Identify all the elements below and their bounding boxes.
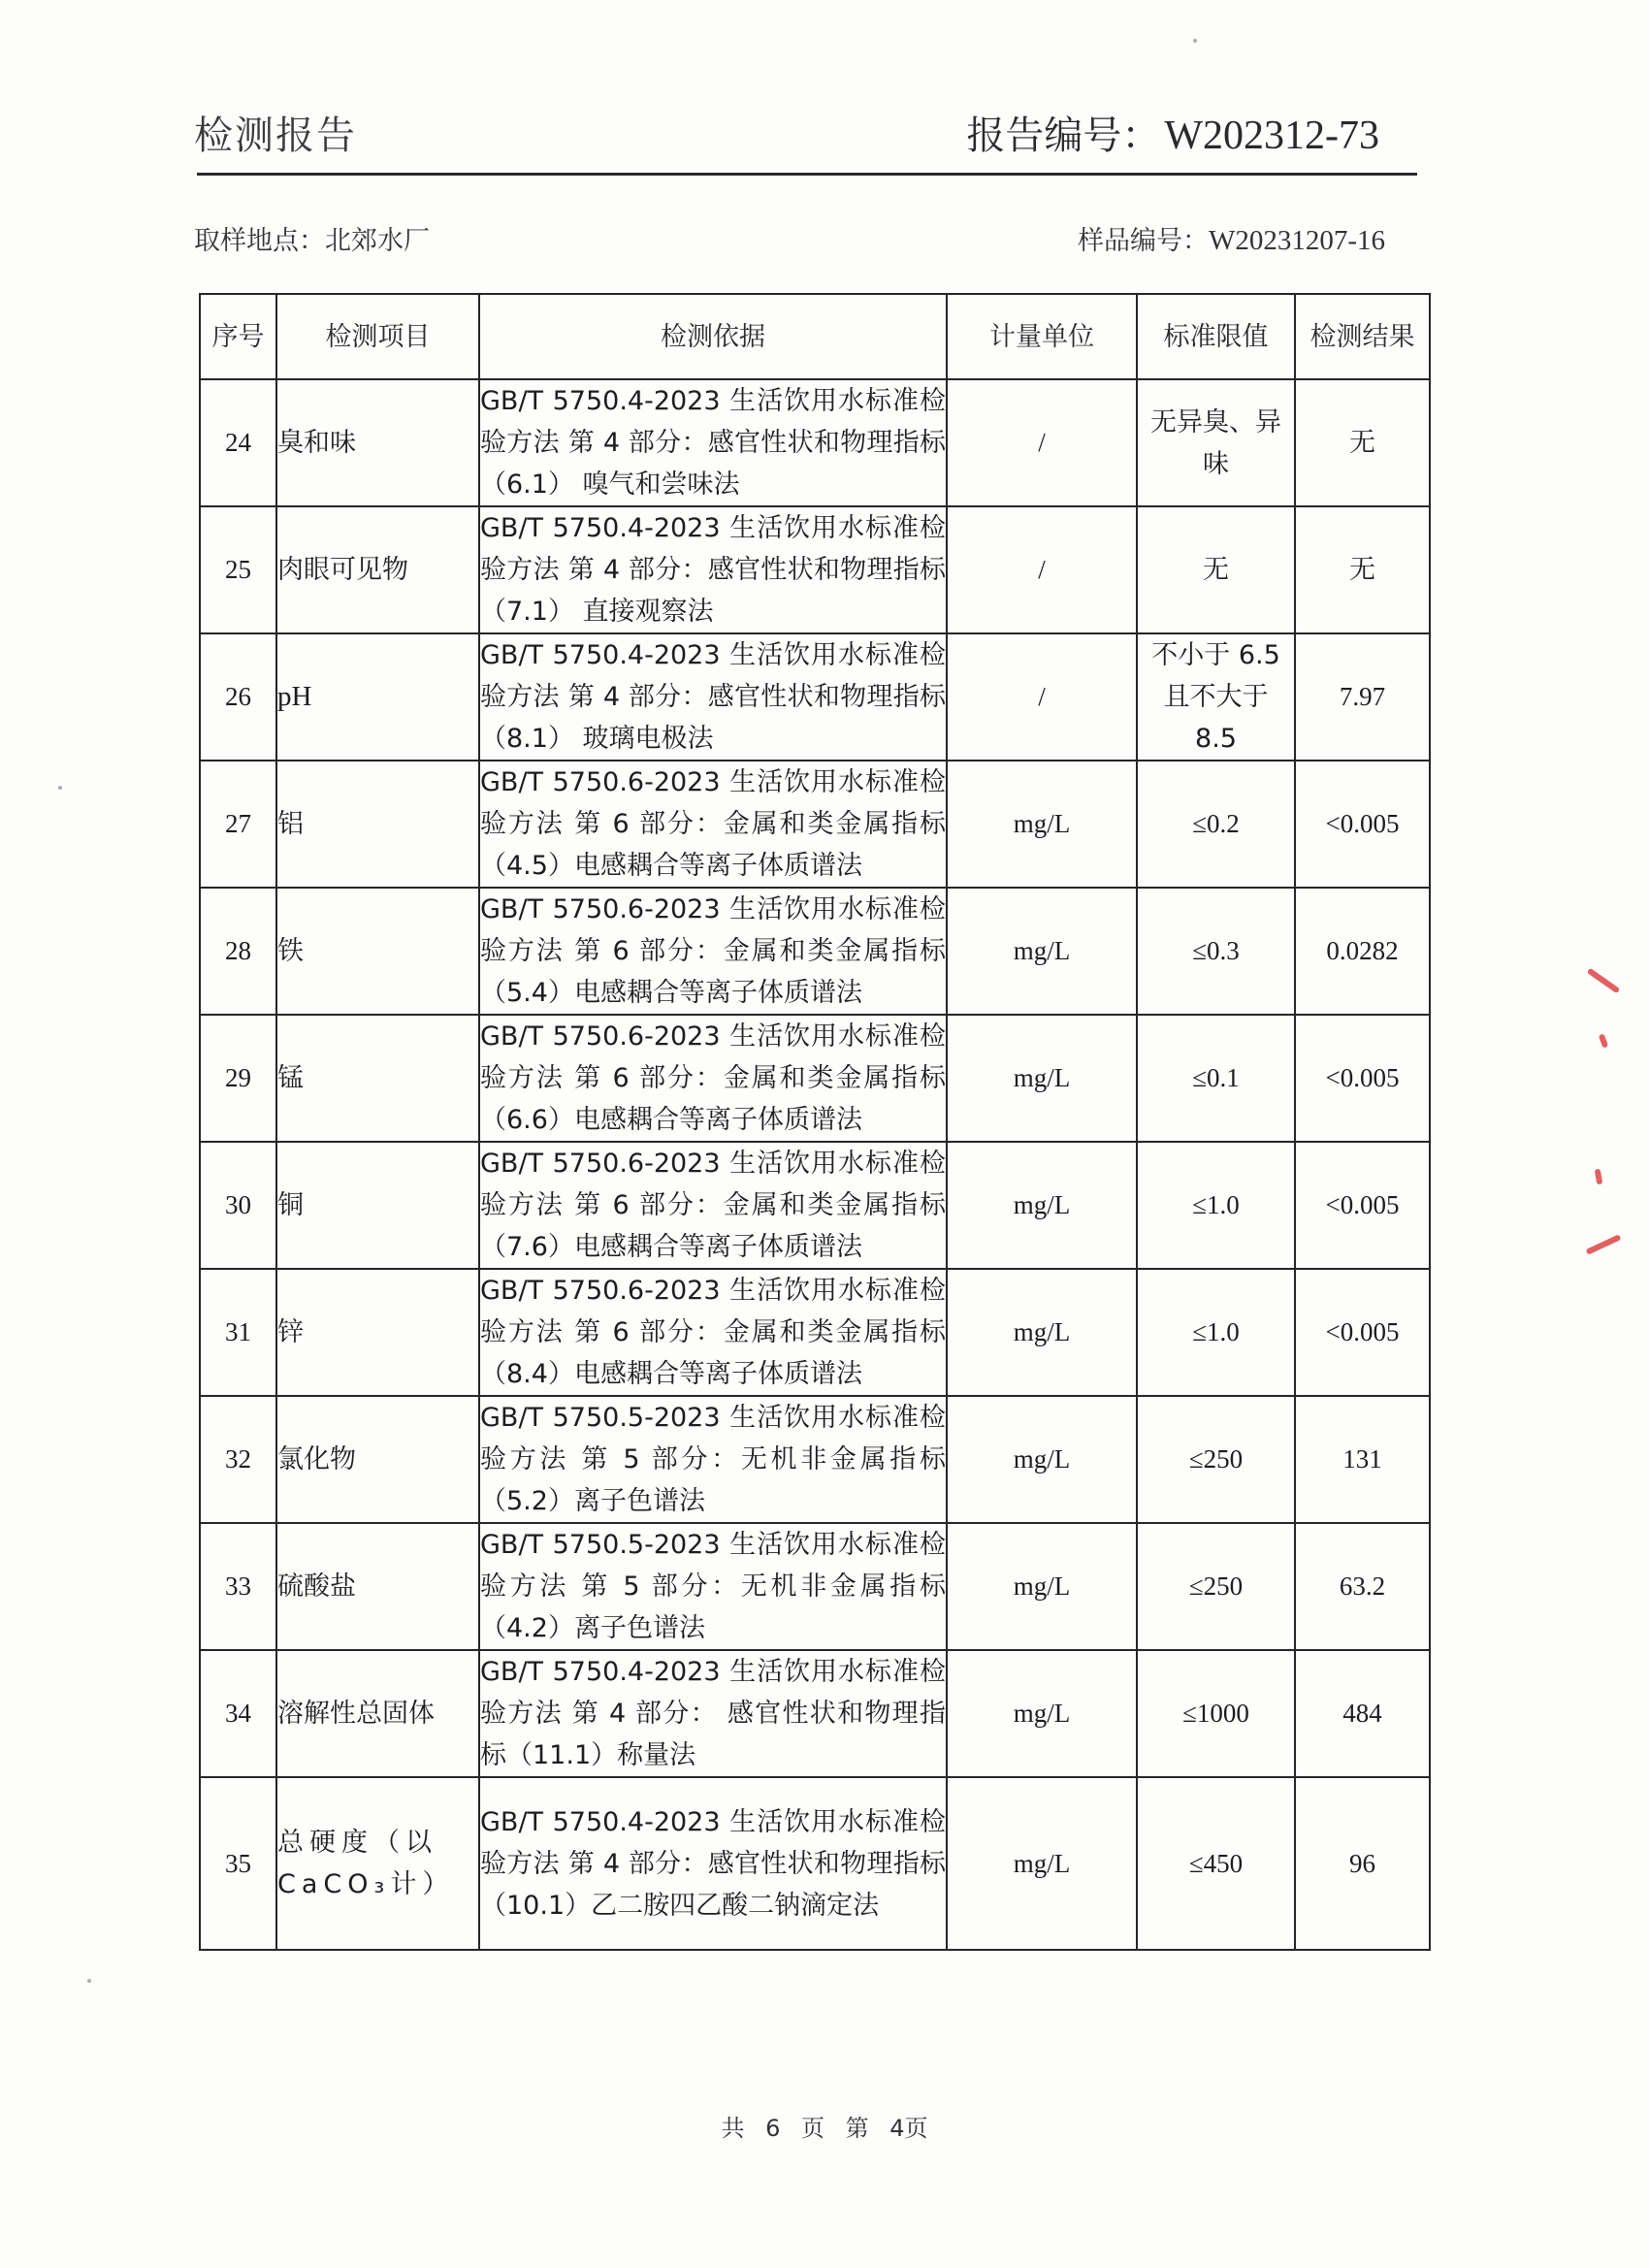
row-item: 硫酸盐: [276, 1523, 479, 1650]
column-header-limit: 标准限值: [1137, 294, 1295, 379]
row-unit: mg/L: [947, 1015, 1137, 1142]
row-seq: 33: [200, 1523, 276, 1650]
row-unit: mg/L: [947, 1269, 1137, 1396]
row-seq: 34: [200, 1650, 276, 1777]
row-limit-text: 无异臭、异味: [1150, 406, 1281, 479]
row-result: <0.005: [1295, 1269, 1430, 1396]
row-result-text: 无: [1349, 555, 1375, 585]
row-basis: GB/T 5750.4-2023 生活饮用水标准检验方法 第 4 部分：感官性状和物理指标（8.1） 玻璃电极法: [479, 633, 947, 761]
report-number-value: W202312-73: [1164, 113, 1379, 158]
row-limit: [1137, 633, 1295, 761]
row-basis: GB/T 5750.4-2023 生活饮用水标准检验方法 第 4 部分：感官性状和物理指标（7.1） 直接观察法: [479, 506, 947, 633]
table-row: [200, 1396, 1430, 1523]
row-seq: 28: [200, 888, 276, 1015]
row-result: 484: [1295, 1650, 1430, 1777]
row-result: 96: [1295, 1777, 1430, 1950]
row-limit: [1137, 379, 1295, 506]
seal-fragment: [1587, 968, 1621, 994]
table-header-row: [200, 294, 1430, 379]
row-basis: GB/T 5750.6-2023 生活饮用水标准检验方法 第 6 部分：金属和类金属指标（4.5）电感耦合等离子体质谱法: [479, 761, 947, 888]
footer-current-page: 第 4页: [845, 2115, 928, 2142]
sample-number-value: W20231207-16: [1208, 225, 1385, 256]
row-basis: GB/T 5750.5-2023 生活饮用水标准检验方法 第 5 部分：无机非金属指标（5.2）离子色谱法: [479, 1396, 947, 1523]
row-basis: GB/T 5750.4-2023 生活饮用水标准检验方法 第 4 部分：感官性状和物理指标 （10.1）乙二胺四乙酸二钠滴定法: [479, 1777, 947, 1950]
header-divider: [197, 173, 1417, 176]
scan-speck: [87, 1979, 91, 1983]
row-seq: 30: [200, 1142, 276, 1269]
row-limit: ≤0.3: [1137, 888, 1295, 1015]
row-seq: 24: [200, 379, 276, 506]
row-result: <0.005: [1295, 1015, 1430, 1142]
row-basis: GB/T 5750.6-2023 生活饮用水标准检验方法 第 6 部分：金属和类金属指标（8.4）电感耦合等离子体质谱法: [479, 1269, 947, 1396]
table-row: [200, 761, 1430, 888]
row-unit: mg/L: [947, 1777, 1137, 1950]
row-item: 锰: [276, 1015, 479, 1142]
row-unit: mg/L: [947, 1523, 1137, 1650]
row-unit: /: [947, 633, 1137, 761]
row-limit: ≤250: [1137, 1396, 1295, 1523]
table-row: [200, 1777, 1430, 1950]
column-header-seq: 序号: [200, 294, 276, 379]
table-row: [200, 1269, 1430, 1396]
row-limit: ≤0.1: [1137, 1015, 1295, 1142]
row-limit: ≤1.0: [1137, 1269, 1295, 1396]
row-result: [1295, 379, 1430, 506]
table-row: [200, 506, 1430, 633]
row-seq: 27: [200, 761, 276, 888]
row-limit: ≤450: [1137, 1777, 1295, 1950]
row-item: 锌: [276, 1269, 479, 1396]
row-result: 131: [1295, 1396, 1430, 1523]
row-unit: mg/L: [947, 1650, 1137, 1777]
row-item: 铜: [276, 1142, 479, 1269]
report-title: 检测报告: [194, 113, 357, 158]
row-result: [1295, 506, 1430, 633]
sample-number: [1078, 219, 1385, 257]
column-header-result: 检测结果: [1295, 294, 1430, 379]
table-row: [200, 1015, 1430, 1142]
row-result: <0.005: [1295, 1142, 1430, 1269]
footer-total-pages: 共 6 页: [721, 2115, 824, 2142]
row-limit-text: 不小于 6.5 且不大于 8.5: [1151, 640, 1280, 754]
row-item: pH: [276, 633, 479, 761]
table-row: [200, 1523, 1430, 1650]
row-result: <0.005: [1295, 761, 1430, 888]
row-basis: GB/T 5750.6-2023 生活饮用水标准检验方法 第 6 部分：金属和类金属指标（6.6）电感耦合等离子体质谱法: [479, 1015, 947, 1142]
row-limit: ≤0.2: [1137, 761, 1295, 888]
seal-fragment: [1586, 1234, 1622, 1254]
page-footer: [0, 2109, 1649, 2143]
row-seq: 31: [200, 1269, 276, 1396]
column-header-basis: 检测依据: [479, 294, 947, 379]
row-basis: GB/T 5750.5-2023 生活饮用水标准检验方法 第 5 部分：无机非金属指标（4.2）离子色谱法: [479, 1523, 947, 1650]
row-limit: [1137, 506, 1295, 633]
table-row: [200, 1650, 1430, 1777]
row-unit: /: [947, 379, 1137, 506]
row-result: 0.0282: [1295, 888, 1430, 1015]
row-seq: 32: [200, 1396, 276, 1523]
row-unit: mg/L: [947, 888, 1137, 1015]
report-number: [966, 105, 1379, 160]
row-result: 7.97: [1295, 633, 1430, 761]
seal-fragment: [1595, 1169, 1603, 1185]
report-number-label: 报告编号：: [966, 113, 1161, 158]
row-limit: ≤1.0: [1137, 1142, 1295, 1269]
sample-number-label: 样品编号：: [1077, 226, 1209, 256]
row-seq: 26: [200, 633, 276, 761]
row-basis: GB/T 5750.6-2023 生活饮用水标准检验方法 第 6 部分：金属和类金属指标（7.6）电感耦合等离子体质谱法: [479, 1142, 947, 1269]
seal-fragment: [1599, 1033, 1608, 1048]
table-row: [200, 888, 1430, 1015]
row-item: 臭和味: [276, 379, 479, 506]
row-limit: ≤250: [1137, 1523, 1295, 1650]
row-limit-text: 无: [1203, 555, 1229, 585]
row-item: 氯化物: [276, 1396, 479, 1523]
row-unit: mg/L: [947, 1142, 1137, 1269]
column-header-unit: 计量单位: [947, 294, 1137, 379]
row-unit: mg/L: [947, 761, 1137, 888]
row-result-text: 无: [1349, 428, 1375, 458]
sampling-location-label: 取样地点：: [194, 226, 325, 256]
row-item: 铁: [276, 888, 479, 1015]
scan-speck: [58, 786, 62, 790]
row-unit: /: [947, 506, 1137, 633]
row-unit: mg/L: [947, 1396, 1137, 1523]
sampling-location-value: 北郊水厂: [325, 226, 430, 256]
row-seq: 25: [200, 506, 276, 633]
table-row: [200, 1142, 1430, 1269]
row-item: 肉眼可见物: [276, 506, 479, 633]
sampling-location: [194, 219, 430, 257]
row-basis: GB/T 5750.6-2023 生活饮用水标准检验方法 第 6 部分：金属和类金属指标（5.4）电感耦合等离子体质谱法: [479, 888, 947, 1015]
row-seq: 29: [200, 1015, 276, 1142]
row-item: 总硬度（以CaCO₃计）: [276, 1777, 479, 1950]
table-row: [200, 379, 1430, 506]
row-result: 63.2: [1295, 1523, 1430, 1650]
scan-speck: [1193, 39, 1197, 43]
row-basis: GB/T 5750.4-2023 生活饮用水标准检验方法 第 4 部分：感官性状和物理指标（6.1） 嗅气和尝味法: [479, 379, 947, 506]
test-results-table: [199, 293, 1431, 1951]
row-basis: GB/T 5750.4-2023 生活饮用水标准检验方法 第 4 部分： 感官性状和物理指标（11.1）称量法: [479, 1650, 947, 1777]
row-seq: 35: [200, 1777, 276, 1950]
column-header-item: 检测项目: [276, 294, 479, 379]
row-limit: ≤1000: [1137, 1650, 1295, 1777]
table-row: [200, 633, 1430, 761]
row-item: 溶解性总固体: [276, 1650, 479, 1777]
row-item: 铝: [276, 761, 479, 888]
